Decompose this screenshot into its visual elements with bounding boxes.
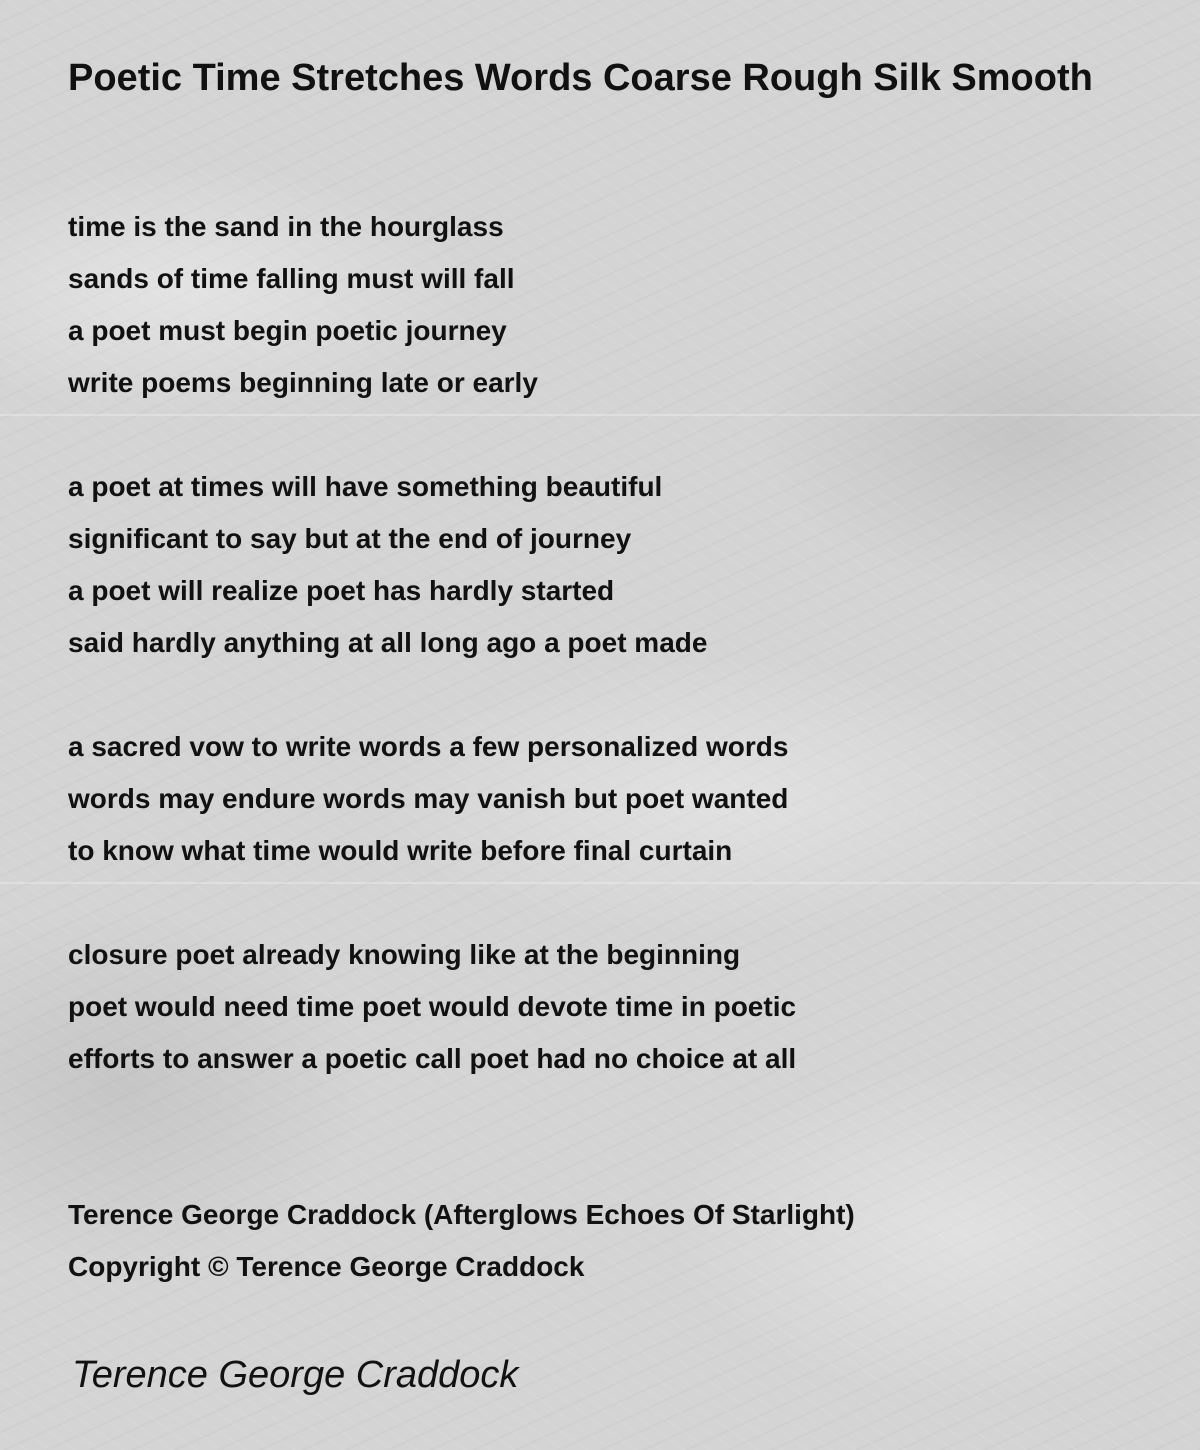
poem-body: [68, 201, 1168, 1137]
poem-line: write poems beginning late or early: [68, 367, 538, 398]
poem-line: efforts to answer a poetic call poet had no choice at all: [68, 1043, 797, 1074]
poem-line: words may endure words may vanish but poet wanted: [68, 783, 789, 814]
poem-line: a poet must begin poetic journey: [68, 315, 507, 346]
stanza-1: [68, 201, 1168, 409]
poem-line: a poet will realize poet has hardly started: [68, 575, 615, 606]
poem-line: closure poet already knowing like at the beginning: [68, 939, 741, 970]
poem-line: sands of time falling must will fall: [68, 263, 515, 294]
poem-title: Poetic Time Stretches Words Coarse Rough Silk Smooth: [68, 57, 1093, 99]
attribution-text: Terence George Craddock (Afterglows Echoes Of Starlight): [68, 1199, 855, 1230]
stanza-3: [68, 721, 1168, 877]
poem-line: a poet at times will have something beautiful: [68, 471, 663, 502]
poem-line: said hardly anything at all long ago a poet made: [68, 627, 708, 658]
poem-line: time is the sand in the hourglass: [68, 211, 504, 242]
stanza-4: [68, 929, 1168, 1085]
poem-credits: [68, 1189, 1168, 1293]
copyright-text: Copyright © Terence George Craddock: [68, 1251, 585, 1282]
poem-line: poet would need time poet would devote time in poetic: [68, 991, 797, 1022]
poem-line: to know what time would write before final curtain: [68, 835, 733, 866]
author-signature: Terence George Craddock: [72, 1354, 519, 1396]
poem-line: significant to say but at the end of journey: [68, 523, 632, 554]
stanza-2: [68, 461, 1168, 669]
poem-line: a sacred vow to write words a few personalized words: [68, 731, 789, 762]
